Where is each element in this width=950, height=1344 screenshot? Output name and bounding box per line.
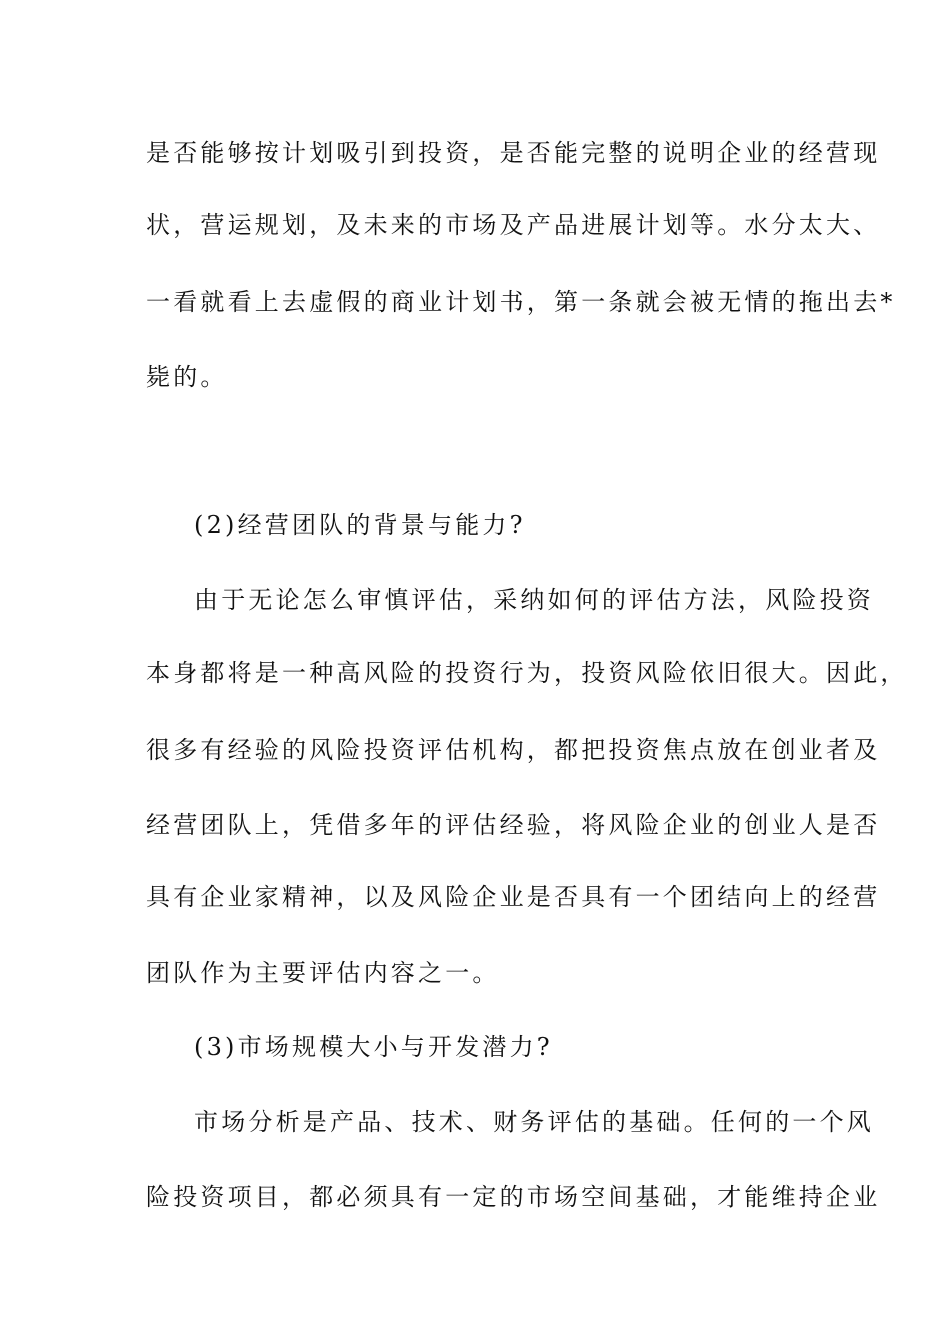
text-line: 状，营运规划，及未来的市场及产品进展计划等。水分太大、 xyxy=(146,211,881,239)
text-line: 由于无论怎么审慎评估，采纳如何的评估方法，风险投资 xyxy=(194,586,874,614)
section-heading: (2)经营团队的背景与能力? xyxy=(194,511,526,539)
section-heading: (3)市场规模大小与开发潜力? xyxy=(194,1033,553,1061)
text-line: 本身都将是一种高风险的投资行为，投资风险依旧很大。因此， xyxy=(146,659,908,687)
text-line: 团队作为主要评估内容之一。 xyxy=(146,959,500,987)
text-line: 险投资项目，都必须具有一定的市场空间基础，才能维持企业 xyxy=(146,1183,881,1211)
text-line: 一看就看上去虚假的商业计划书，第一条就会被无情的拖出去* xyxy=(146,288,896,316)
text-line: 具有企业家精神，以及风险企业是否具有一个团结向上的经营 xyxy=(146,883,881,911)
text-line: 是否能够按计划吸引到投资，是否能完整的说明企业的经营现 xyxy=(146,139,881,167)
text-line: 经营团队上，凭借多年的评估经验，将风险企业的创业人是否 xyxy=(146,811,881,839)
text-line: 市场分析是产品、技术、财务评估的基础。任何的一个风 xyxy=(194,1108,874,1136)
text-line: 很多有经验的风险投资评估机构，都把投资焦点放在创业者及 xyxy=(146,736,881,764)
text-line: 毙的。 xyxy=(146,363,228,391)
